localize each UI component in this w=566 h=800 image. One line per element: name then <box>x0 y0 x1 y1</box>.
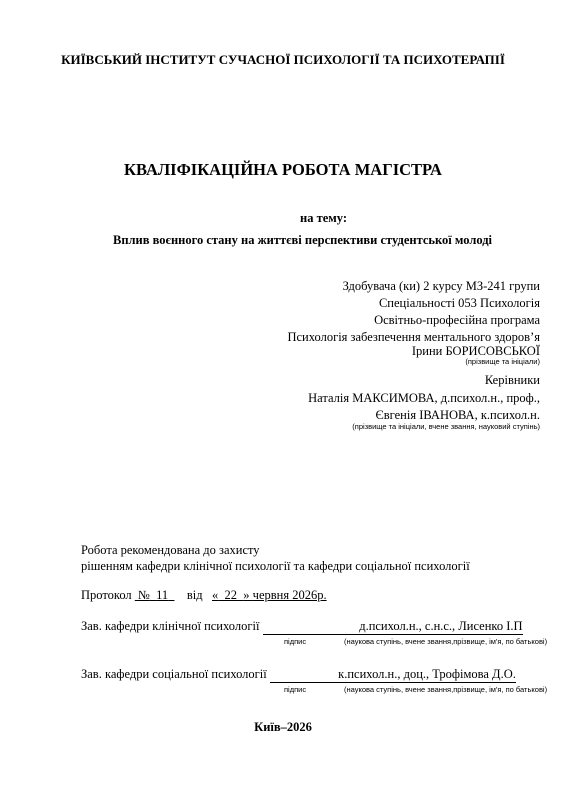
signature-hint-name: (наукова ступінь, вчене звання,прізвище, ім'я, по батькові) <box>344 637 548 646</box>
recommendation-line2: рішенням кафедри клінічної психології та кафедри соціальної психології <box>81 559 470 573</box>
protocol-no-value: 11 <box>156 588 169 602</box>
student-name: Ірини БОРИСОВСЬКОЇ <box>411 344 540 358</box>
signature-value: д.психол.н., с.н.с., Лисенко І.П <box>263 619 523 635</box>
protocol-date <box>212 588 327 602</box>
institute-name: КИЇВСЬКИЙ ІНСТИТУТ СУЧАСНОЇ ПСИХОЛОГІЇ ТА ПСИХОТЕРАПІЇ <box>61 52 505 67</box>
specialty: Спеціальності 053 Психологія <box>378 296 540 310</box>
signature-label: Зав. кафедри соціальної психології <box>81 667 267 681</box>
supervisors-hint: (прізвище та ініціали, вчене звання, науковий ступінь) <box>352 422 540 431</box>
date-close-quote: » <box>243 588 250 602</box>
program-name: Психологія забезпечення ментального здоров’я <box>287 330 540 344</box>
supervisor-2: Євгенія ІВАНОВА, к.психол.н. <box>375 408 540 422</box>
signature-value: к.психол.н., доц., Трофімова Д.О. <box>270 667 516 683</box>
student-course: Здобувача (ки) 2 курсу МЗ-241 групи <box>342 279 540 293</box>
recommendation-line1: Робота рекомендована до захисту <box>81 543 260 557</box>
supervisor-1: Наталія МАКСИМОВА, д.психол.н., проф., <box>308 391 540 405</box>
protocol-label: Протокол <box>81 588 132 602</box>
date-month-year: червня 2026р. <box>252 588 327 602</box>
thesis-topic: Вплив воєнного стану на життєві перспективи студентської молоді <box>113 233 493 247</box>
supervisors-label: Керівники <box>484 373 540 387</box>
signature-row-clinical <box>81 619 523 635</box>
on-topic-label: на тему: <box>300 211 348 225</box>
protocol-no-sign: № <box>137 588 150 602</box>
date-open-quote: « <box>212 588 219 602</box>
protocol-number <box>135 588 175 602</box>
student-name-hint: (прізвище та ініціали) <box>465 357 540 366</box>
signature-label: Зав. кафедри клінічної психології <box>81 619 260 633</box>
city-year: Київ–2026 <box>254 720 312 734</box>
signature-hint-name: (наукова ступінь, вчене звання,прізвище, ім'я, по батькові) <box>344 685 548 694</box>
signature-row-social <box>81 667 516 683</box>
signature-hint-sign: підпис <box>284 685 307 694</box>
document-title: КВАЛІФІКАЦІЙНА РОБОТА МАГІСТРА <box>124 160 442 179</box>
signature-hint-sign: підпис <box>284 637 307 646</box>
from-label: від <box>186 588 203 602</box>
protocol-line <box>81 588 327 603</box>
program-label: Освітньо-професійна програма <box>374 313 540 327</box>
date-day: 22 <box>224 588 238 602</box>
